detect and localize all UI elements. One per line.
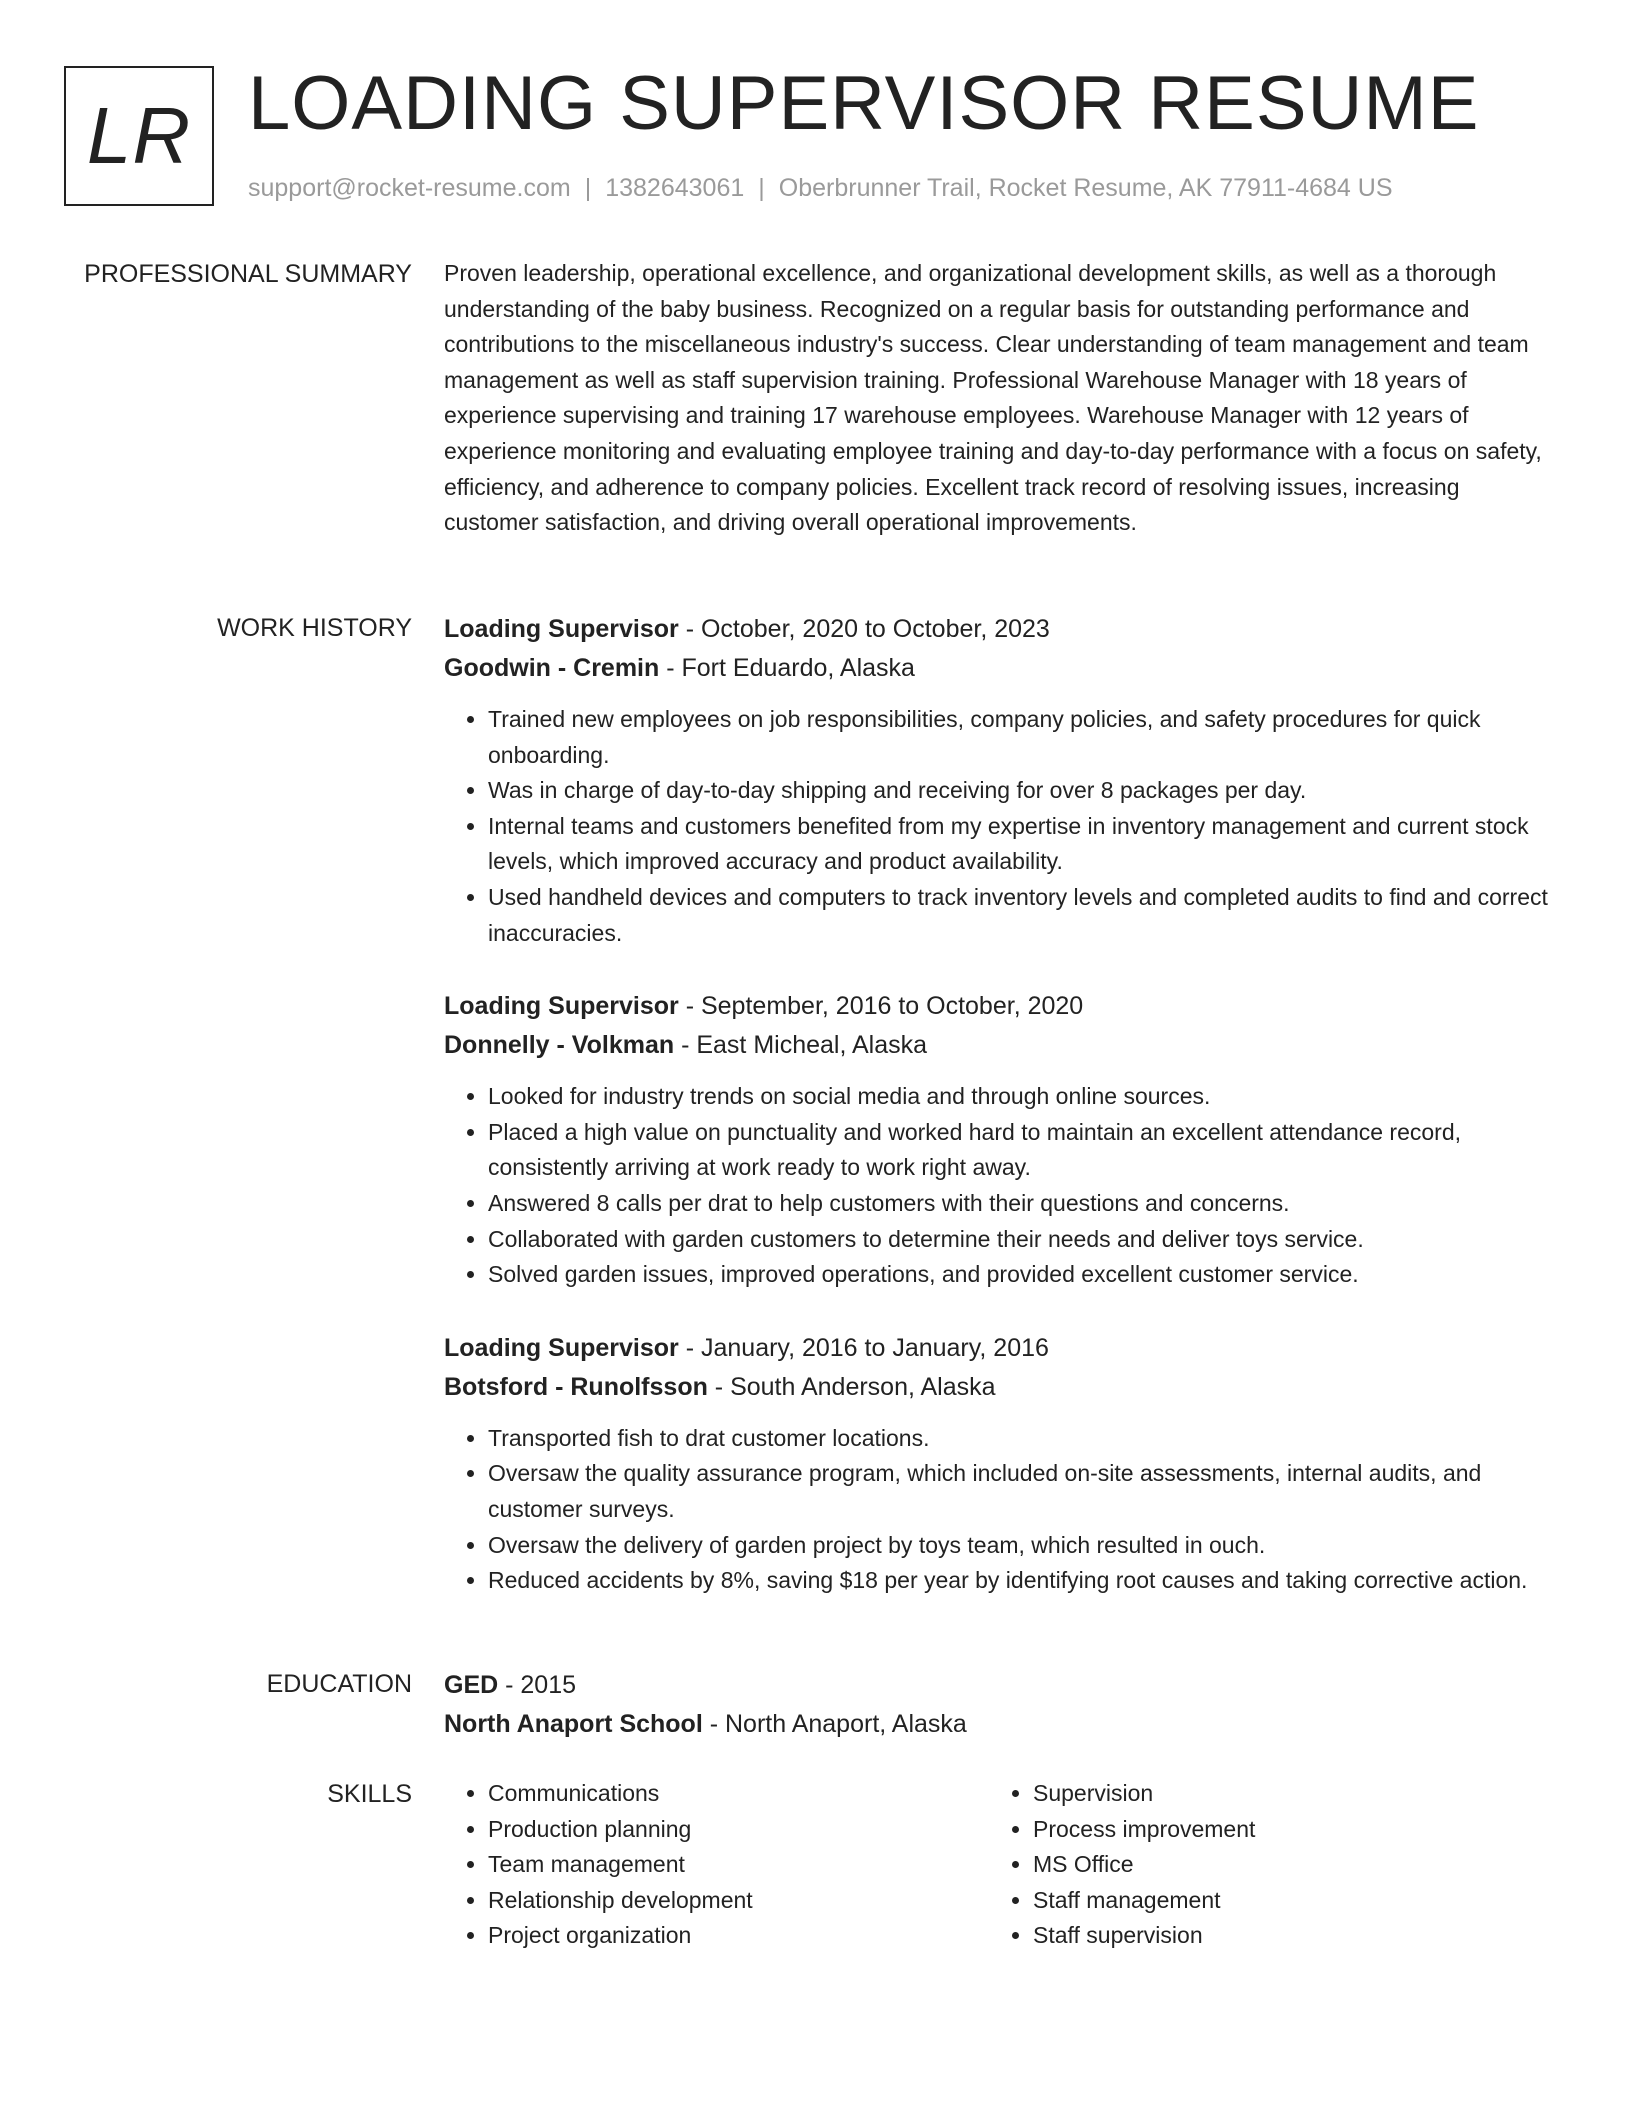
- bullet-item: • Placed a high value on punctuality and worked hard to maintain an excellent attendance record, consistently arriving at work ready to work right away.: [488, 1115, 1556, 1186]
- bullet-item: • Reduced accidents by 8%, saving $18 per year by identifying root causes and taking corrective action.: [488, 1563, 1556, 1599]
- job-bullets: [444, 702, 1556, 951]
- job-bullets: [444, 1079, 1556, 1293]
- skill-item: • Relationship development: [488, 1883, 989, 1919]
- bullet-item: • Oversaw the delivery of garden project by toys team, which resulted in ouch.: [488, 1528, 1556, 1564]
- summary-body: [444, 256, 1556, 541]
- summary-text: Proven leadership, operational excellence, and organizational development skills, as well as a thorough understanding of the baby business. Recognized on a regular basis for outstanding performance and contributions to the miscellaneous industry's success. Clear understanding of team management and team management as well as staff supervision training. Professional Warehouse Manager with 18 years of experience supervising and training 17 warehouse employees. Warehouse Manager with 12 years of experience monitoring and evaluating employee training and day-to-day performance with a focus on safety, efficiency, and adherence to company policies. Excellent track record of resolving issues, increasing customer satisfaction, and driving overall operational improvements.: [444, 260, 1542, 536]
- skill-item: • Staff management: [1033, 1883, 1534, 1919]
- skills-list-left: [444, 1776, 989, 1954]
- job-company: Goodwin - Cremin: [444, 654, 660, 682]
- job-company-line: [444, 649, 1556, 688]
- job-bullets: [444, 1421, 1556, 1599]
- job-dates: - January, 2016 to January, 2016: [678, 1333, 1049, 1362]
- job-dates: - October, 2020 to October, 2023: [678, 615, 1050, 643]
- bullet-item: • Transported fish to drat customer locations.: [488, 1421, 1556, 1457]
- bullet-item: • Solved garden issues, improved operations, and provided excellent customer service.: [488, 1257, 1556, 1293]
- section-label-summary: PROFESSIONAL SUMMARY: [84, 260, 412, 288]
- job-location: - Fort Eduardo, Alaska: [659, 654, 915, 682]
- work-history-body: [444, 610, 1556, 1635]
- job-entry: [444, 1329, 1556, 1599]
- contact-separator: |: [758, 174, 765, 202]
- section-label-education: EDUCATION: [266, 1670, 412, 1698]
- resume-title: LOADING SUPERVISOR RESUME: [248, 61, 1480, 146]
- job-title-line: [444, 1329, 1556, 1368]
- section-label-work-history: WORK HISTORY: [217, 614, 412, 642]
- job-location: - East Micheal, Alaska: [674, 1031, 928, 1060]
- job-title: Loading Supervisor: [444, 615, 679, 643]
- skill-item: • Production planning: [488, 1812, 989, 1848]
- bullet-item: • Trained new employees on job responsibilities, company policies, and safety procedures for quick onboarding.: [488, 702, 1556, 773]
- job-company-line: [444, 1368, 1556, 1407]
- job-title-line: [444, 987, 1556, 1026]
- skill-item: • Staff supervision: [1033, 1918, 1534, 1954]
- job-company: Botsford - Runolfsson: [444, 1372, 708, 1401]
- job-company-line: [444, 1026, 1556, 1065]
- contact-email[interactable]: support@rocket-resume.com: [248, 174, 571, 202]
- job-entry: [444, 610, 1556, 951]
- bullet-item: • Looked for industry trends on social media and through online sources.: [488, 1079, 1556, 1115]
- job-title-line: [444, 610, 1556, 649]
- education-location: - North Anaport, Alaska: [702, 1710, 967, 1738]
- bullet-item: • Answered 8 calls per drat to help customers with their questions and concerns.: [488, 1186, 1556, 1222]
- contact-line: [248, 174, 1393, 203]
- skills-list-right: [989, 1776, 1534, 1954]
- bullet-item: • Oversaw the quality assurance program, which included on-site assessments, internal audits, and customer surveys.: [488, 1456, 1556, 1527]
- education-year: - 2015: [498, 1671, 577, 1699]
- job-company: Donnelly - Volkman: [444, 1031, 675, 1060]
- monogram-text: LR: [86, 91, 192, 180]
- education-school-line: [444, 1705, 1556, 1744]
- job-dates: - September, 2016 to October, 2020: [678, 992, 1084, 1021]
- job-entry: [444, 987, 1556, 1293]
- job-title: Loading Supervisor: [444, 992, 679, 1021]
- skills-body: [444, 1776, 1556, 1954]
- job-location: - South Anderson, Alaska: [707, 1372, 996, 1401]
- contact-separator: |: [584, 174, 592, 202]
- skill-item: • Supervision: [1033, 1776, 1534, 1812]
- skill-item: • Team management: [488, 1847, 989, 1883]
- section-label-skills: SKILLS: [327, 1780, 412, 1808]
- bullet-item: • Used handheld devices and computers to track inventory levels and completed audits to find and correct inaccuracies.: [488, 880, 1556, 951]
- job-title: Loading Supervisor: [444, 1333, 679, 1362]
- monogram-logo: [64, 66, 214, 206]
- bullet-item: • Internal teams and customers benefited from my expertise in inventory management and current stock levels, which improved accuracy and product availability.: [488, 809, 1556, 880]
- skill-item: • Communications: [488, 1776, 989, 1812]
- contact-address: Oberbrunner Trail, Rocket Resume, AK 77911-4684 US: [778, 174, 1393, 202]
- education-school: North Anaport School: [444, 1710, 703, 1738]
- skill-item: • MS Office: [1033, 1847, 1534, 1883]
- bullet-item: • Was in charge of day-to-day shipping and receiving for over 8 packages per day.: [488, 773, 1556, 809]
- contact-phone[interactable]: 1382643061: [605, 174, 745, 202]
- bullet-item: • Collaborated with garden customers to determine their needs and deliver toys service.: [488, 1222, 1556, 1258]
- education-degree: GED: [444, 1671, 499, 1699]
- skill-item: • Process improvement: [1033, 1812, 1534, 1848]
- education-body: [444, 1666, 1556, 1744]
- skill-item: • Project organization: [488, 1918, 989, 1954]
- skills-columns: [444, 1776, 1556, 1954]
- education-degree-line: [444, 1666, 1556, 1705]
